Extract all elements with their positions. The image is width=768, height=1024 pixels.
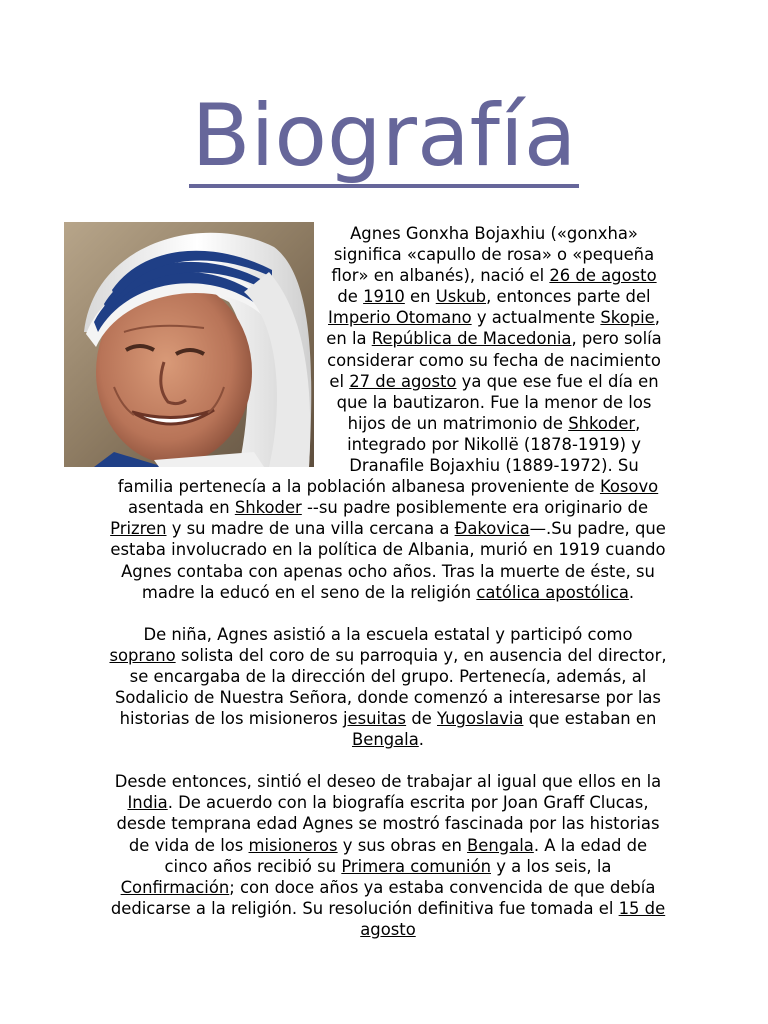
paragraph-text: , en la <box>326 308 660 349</box>
paragraph-text: , entonces parte del <box>486 287 651 307</box>
inline-link[interactable]: soprano <box>109 645 176 665</box>
inline-link[interactable]: Prizren <box>110 519 167 539</box>
paragraph-text: y su madre de una villa cercana a <box>166 519 455 539</box>
inline-link[interactable]: Bengala <box>352 730 419 750</box>
inline-link[interactable]: India <box>127 793 168 813</box>
page-title-text: Biografía <box>191 86 577 186</box>
inline-link[interactable]: Yugoslavia <box>437 709 524 729</box>
inline-link[interactable]: Shkoder <box>234 498 302 518</box>
paragraph-text: . De acuerdo con la biografía escrita por Joan Graff Clucas, desde temprana edad Agnes se mostró fascinada por las historias de vida de los <box>116 793 660 855</box>
paragraph-text: solista del coro de su parroquia y, en ausencia del director, se encargaba de la dirección del grupo. Pertenecía, además, al Sodalicio de Nuestra Señora, donde comenzó a interesarse por las historias de los misioneros <box>115 645 667 729</box>
inline-link[interactable]: Imperio Otomano <box>328 308 472 328</box>
paragraph-text: de <box>406 709 438 729</box>
paragraph-text: de <box>337 287 364 307</box>
paragraph-text: , pero solía considerar como su fecha de nacimiento el <box>327 329 662 391</box>
page-title <box>0 88 768 188</box>
paragraph-text: asentada en <box>127 498 235 518</box>
inline-link[interactable]: Đakovica <box>454 519 530 539</box>
paragraph-text: . <box>418 730 424 750</box>
inline-link[interactable]: Skopie <box>600 308 655 328</box>
paragraph-text: --su padre posiblemente era originario de <box>301 498 649 518</box>
inline-link[interactable]: católica apostólica <box>476 582 629 602</box>
paragraph-text: que estaban en <box>523 709 657 729</box>
inline-link[interactable]: Primera comunión <box>341 856 491 876</box>
inline-link[interactable]: Kosovo <box>599 477 659 497</box>
inline-link[interactable]: Uskub <box>435 287 487 307</box>
paragraph-text: Desde entonces, sintió el deseo de trabajar al igual que ellos en la <box>114 772 662 792</box>
paragraph-text: Agnes Gonxha Bojaxhiu («gonxha» significa «capullo de rosa» o «pequeña flor» en albanés), nació el <box>331 224 655 286</box>
body-paragraph <box>108 771 668 940</box>
paragraph-text: . A la edad de cinco años recibió su <box>164 835 648 876</box>
inline-link[interactable]: Bengala <box>467 835 534 855</box>
paragraph-text: en <box>404 287 436 307</box>
paragraph-text: ya que ese fue el día en que la bautizaron. Fue la menor de los hijos de un matrimonio de <box>336 371 659 433</box>
inline-link[interactable]: Shkoder <box>568 413 636 433</box>
paragraph-text: y sus obras en <box>337 835 468 855</box>
inline-link[interactable]: República de Macedonia <box>371 329 572 349</box>
paragraph-text: y a los seis, la <box>491 856 612 876</box>
paragraph-text: ; con doce años ya estaba convencida de que debía dedicarse a la religión. Su resolución definitiva fue tomada el <box>110 877 656 918</box>
inline-link[interactable]: 26 de agosto <box>549 266 657 286</box>
paragraph-text: . <box>628 582 635 602</box>
inline-link[interactable]: 27 de agosto <box>349 371 457 391</box>
inline-link[interactable]: 15 de agosto <box>360 898 666 939</box>
paragraph-text: y actualmente <box>471 308 601 328</box>
inline-link[interactable]: 1910 <box>363 287 405 307</box>
inline-link[interactable]: misioneros <box>248 835 338 855</box>
body-paragraph <box>108 624 668 751</box>
paragraph-text: —.Su padre, que estaba involucrado en la política de Albania, murió en 1919 cuando Agnes contaba con apenas ocho años. Tras la muerte de éste, su madre la educó en el seno de la religión <box>110 519 666 602</box>
paragraph-text: De niña, Agnes asistió a la escuela estatal y participó como <box>143 624 633 644</box>
biography-text <box>108 223 668 961</box>
inline-link[interactable]: jesuitas <box>342 709 407 729</box>
paragraph-text: , integrado por Nikollë (1878-1919) y Dranafile Bojaxhiu (1889-1972). Su familia pertenecía a la población albanesa proveniente de <box>117 413 641 497</box>
inline-link[interactable]: Confirmación <box>120 877 230 897</box>
